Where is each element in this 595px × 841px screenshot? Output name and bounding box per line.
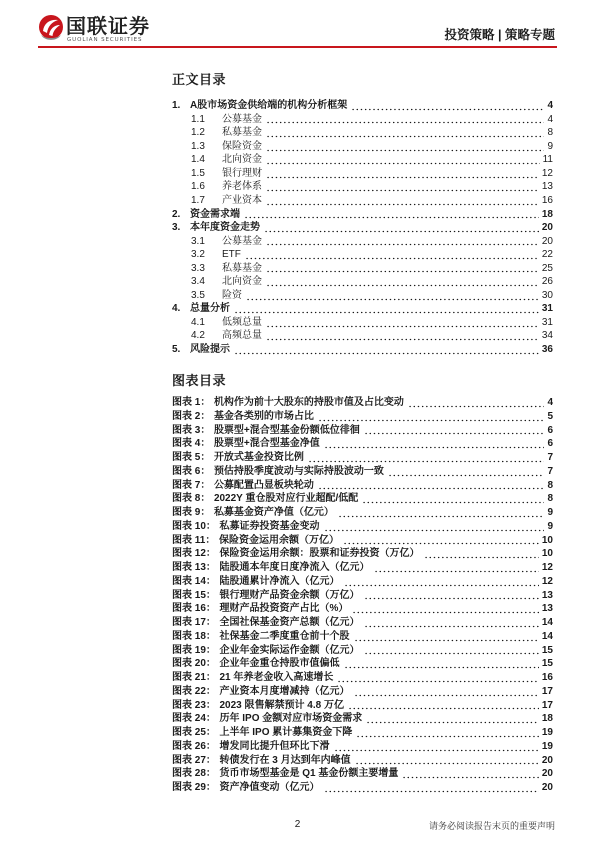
toc-subsection-entry[interactable] <box>172 180 553 194</box>
figure-entry-title: 陆股通累计净流入（亿元） <box>219 575 340 587</box>
figure-entry-title: 21 年养老金收入高速增长 <box>219 672 334 683</box>
figure-entry-page: 6 <box>547 424 553 436</box>
toc-entry-number: 1.5 <box>191 167 205 179</box>
dot-leader <box>364 424 545 438</box>
figure-entry-title: 2023 限售解禁预计 4.8 万亿 <box>219 699 344 711</box>
dot-leader <box>318 479 545 493</box>
dot-leader <box>266 316 539 330</box>
figure-entry-title: 增发同比提升但环比下滑 <box>219 740 330 752</box>
dot-leader <box>366 712 539 726</box>
figure-list-entry[interactable] <box>172 479 553 493</box>
toc-entry-title: ETF <box>222 249 241 261</box>
dot-leader <box>344 575 539 589</box>
figure-entry-label: 图表 23： <box>172 699 216 711</box>
dot-leader <box>266 180 539 194</box>
figure-entry-page: 5 <box>547 410 553 422</box>
table-of-contents <box>172 99 553 356</box>
figure-entry-label: 图表 22： <box>172 685 216 697</box>
toc-entry-title: 保险资金 <box>222 140 262 152</box>
figure-entry-title: 产业资本月度增减持（亿元） <box>219 685 350 697</box>
figure-entry-title: 公募配置凸显板块轮动 <box>213 479 314 491</box>
figure-entry-label: 图表 11： <box>172 534 216 546</box>
toc-entry-number: 1.6 <box>191 181 205 193</box>
dot-leader <box>234 343 539 357</box>
toc-entry-number: 3.1 <box>191 235 205 247</box>
figure-entry-label: 图表 1： <box>172 397 211 408</box>
figure-entry-page: 14 <box>541 617 553 628</box>
dot-leader <box>324 781 539 795</box>
figure-entry-label: 图表 2： <box>172 410 211 422</box>
toc-entry-number: 3.3 <box>191 262 205 274</box>
dot-leader <box>264 221 539 235</box>
toc-entry-page: 16 <box>541 195 553 207</box>
figure-list-entry[interactable] <box>172 781 553 795</box>
figure-list-entry[interactable] <box>172 520 553 534</box>
toc-subsection-entry[interactable] <box>172 167 553 181</box>
toc-entry-page: 8 <box>547 127 553 139</box>
figure-entry-title: 股票型+混合型基金净值 <box>213 438 320 450</box>
figure-entry-page: 15 <box>541 644 553 656</box>
figure-entry-label: 图表 27： <box>172 754 216 766</box>
figure-entry-title: 上半年 IPO 累计募集资金下降 <box>219 727 353 738</box>
toc-subsection-entry[interactable] <box>172 194 553 208</box>
figure-entry-page: 16 <box>541 672 553 683</box>
toc-entry-page: 20 <box>541 235 553 247</box>
dot-leader <box>266 153 540 167</box>
figure-entry-page: 12 <box>541 575 553 587</box>
toc-entry-number: 1.1 <box>191 113 205 125</box>
figure-entry-title: 开放式基金投资比例 <box>213 452 304 463</box>
figure-entry-title: 企业年金实际运作金额（亿元） <box>219 644 360 656</box>
figure-entry-label: 图表 5： <box>172 452 211 463</box>
figure-entry-label: 图表 12： <box>172 548 216 560</box>
toc-entry-number: 3.5 <box>191 289 205 301</box>
figure-entry-title: 基金各类别的市场占比 <box>213 410 314 422</box>
toc-entry-page: 11 <box>542 154 553 166</box>
figure-entry-label: 图表 24： <box>172 713 216 725</box>
toc-subsection-entry[interactable] <box>172 153 553 167</box>
figure-entry-title: 企业年金重仓持股市值偏低 <box>219 658 340 670</box>
toc-entry-page: 26 <box>541 276 553 288</box>
toc-entry-title: 北向资金 <box>222 276 262 288</box>
figure-entry-page: 19 <box>541 740 553 752</box>
figure-entry-page: 15 <box>541 658 553 670</box>
footer-disclaimer: 请务必阅读报告末页的重要声明 <box>428 821 555 831</box>
toc-section-entry[interactable] <box>172 221 553 235</box>
toc-subsection-entry[interactable] <box>172 262 553 276</box>
toc-subsection-entry[interactable] <box>172 316 553 330</box>
toc-entry-number: 1.4 <box>191 154 205 166</box>
logo-company-name-en: GUOLIAN SECURITIES <box>67 37 143 43</box>
figure-list-entry[interactable] <box>172 534 553 548</box>
figure-list-entry[interactable] <box>172 410 553 424</box>
toc-subsection-entry[interactable] <box>172 235 553 249</box>
toc-subsection-entry[interactable] <box>172 275 553 289</box>
figure-list-entry[interactable] <box>172 561 553 575</box>
figure-entry-page: 17 <box>541 685 553 697</box>
guolian-securities-logo-icon <box>38 14 64 42</box>
figure-list-entry[interactable] <box>172 644 553 658</box>
dot-leader <box>348 699 539 713</box>
toc-entry-page: 20 <box>541 222 553 234</box>
figure-list-entry[interactable] <box>172 424 553 438</box>
figure-entry-label: 图表 3： <box>172 424 211 436</box>
toc-entry-title: 北向资金 <box>222 154 262 166</box>
figure-entry-page: 8 <box>547 493 553 505</box>
toc-entry-page: 22 <box>541 249 553 261</box>
toc-subsection-entry[interactable] <box>172 113 553 127</box>
header-divider <box>38 46 557 48</box>
figure-entry-label: 图表 25： <box>172 727 216 738</box>
figure-entry-title: 理财产品投资资产占比（%） <box>219 603 349 615</box>
dot-leader <box>266 235 539 249</box>
figure-entry-title: 预估持股季度波动与实际持股波动一致 <box>213 465 384 477</box>
figure-list-entry[interactable] <box>172 657 553 671</box>
dot-leader <box>351 99 544 113</box>
toc-subsection-entry[interactable] <box>172 248 553 262</box>
figure-list-entry[interactable] <box>172 396 553 410</box>
figure-list-entry[interactable] <box>172 506 553 520</box>
figure-entry-page: 6 <box>547 438 553 450</box>
figure-entry-title: 银行理财产品资金余额（万亿） <box>219 589 360 601</box>
figure-list-entry[interactable] <box>172 465 553 479</box>
dot-leader <box>244 208 539 222</box>
figure-entry-page: 9 <box>547 520 553 532</box>
toc-section-entry[interactable] <box>172 208 553 222</box>
dot-leader <box>324 437 545 451</box>
figure-list-entry[interactable] <box>172 685 553 699</box>
toc-subsection-entry[interactable] <box>172 289 553 303</box>
toc-entry-number: 1.3 <box>191 140 205 152</box>
toc-entry-page: 25 <box>541 262 553 274</box>
figure-entry-page: 10 <box>541 548 553 560</box>
figure-list-entry[interactable] <box>172 671 553 685</box>
figure-entry-title: 2022Y 重仓股对应行业超配/低配 <box>213 493 359 505</box>
page-number: 2 <box>294 819 301 830</box>
toc-entry-number: 4. <box>172 303 181 315</box>
figure-entry-page: 20 <box>541 754 553 766</box>
toc-entry-page: 4 <box>547 113 553 125</box>
dot-leader <box>266 329 539 343</box>
dot-leader <box>354 630 539 644</box>
toc-entry-title: 公募基金 <box>222 235 262 247</box>
toc-entry-page: 31 <box>541 316 553 328</box>
toc-entry-title: 私募基金 <box>222 262 262 274</box>
dot-leader <box>388 465 545 479</box>
dot-leader <box>234 302 539 316</box>
figure-entry-label: 图表 13： <box>172 562 216 573</box>
figure-entry-page: 4 <box>547 397 553 408</box>
toc-entry-page: 36 <box>541 344 553 356</box>
dot-leader <box>364 616 539 630</box>
figure-entry-page: 18 <box>541 713 553 725</box>
toc-entry-title: 总量分析 <box>190 303 230 315</box>
toc-entry-title: 险资 <box>222 289 242 301</box>
toc-section-entry[interactable] <box>172 99 553 113</box>
figure-entry-label: 图表 4： <box>172 438 211 450</box>
company-logo <box>38 14 163 46</box>
dot-leader <box>334 740 539 754</box>
toc-entry-title: A股市场资金供给端的机构分析框架 <box>190 100 348 112</box>
figure-list <box>172 396 553 795</box>
figure-list-entry[interactable] <box>172 754 553 768</box>
toc-entry-title: 产业资本 <box>222 195 262 207</box>
toc-subsection-entry[interactable] <box>172 140 553 154</box>
figure-entry-label: 图表 18： <box>172 630 216 642</box>
dot-leader <box>356 726 539 740</box>
figure-entry-label: 图表 20： <box>172 658 216 670</box>
toc-entry-number: 2. <box>172 208 181 220</box>
figure-entry-label: 图表 21： <box>172 672 216 683</box>
dot-leader <box>343 534 539 548</box>
toc-entry-number: 3. <box>172 222 181 234</box>
figure-entry-title: 机构作为前十大股东的持股市值及占比变动 <box>213 397 404 408</box>
figure-entry-page: 7 <box>547 452 553 463</box>
figure-entry-title: 陆股通本年度日度净流入（亿元） <box>219 562 370 573</box>
toc-entry-number: 3.4 <box>191 276 205 288</box>
toc-entry-title: 低频总量 <box>222 316 262 328</box>
toc-entry-title: 资金需求端 <box>190 208 240 220</box>
figure-list-entry[interactable] <box>172 630 553 644</box>
dot-leader <box>266 194 539 208</box>
figure-list-entry[interactable] <box>172 547 553 561</box>
dot-leader <box>266 113 544 127</box>
dot-leader <box>408 396 545 410</box>
dot-leader <box>352 602 538 616</box>
toc-entry-number: 4.1 <box>191 316 205 328</box>
dot-leader <box>318 410 545 424</box>
figure-entry-title: 保险资金运用余额（万亿） <box>218 534 339 546</box>
dot-leader <box>266 262 539 276</box>
figure-list-entry[interactable] <box>172 451 553 465</box>
toc-entry-title: 养老体系 <box>222 181 262 193</box>
figure-entry-title: 全国社保基金资产总额（亿元） <box>219 617 360 628</box>
dot-leader <box>355 754 539 768</box>
toc-entry-page: 9 <box>547 140 553 152</box>
figure-entry-label: 图表 10： <box>172 520 216 532</box>
figure-entry-label: 图表 19： <box>172 644 216 656</box>
page-header <box>0 0 595 50</box>
figure-list-entry[interactable] <box>172 726 553 740</box>
figure-entry-title: 历年 IPO 金额对应市场资金需求 <box>219 713 363 725</box>
figure-entry-title: 保险资金运用余额：股票和证券投资（万亿） <box>219 548 420 560</box>
figure-entry-page: 20 <box>541 768 553 780</box>
figure-entry-label: 图表 15： <box>172 589 216 601</box>
figure-entry-page: 7 <box>547 465 553 477</box>
figure-list-entry[interactable] <box>172 616 553 630</box>
figure-entry-label: 图表 28： <box>172 768 216 780</box>
toc-subsection-entry[interactable] <box>172 329 553 343</box>
figure-list-entry[interactable] <box>172 437 553 451</box>
figure-entry-label: 图表 8： <box>172 493 211 505</box>
dot-leader <box>266 126 544 140</box>
toc-entry-page: 34 <box>541 330 553 342</box>
toc-entry-title: 公募基金 <box>222 113 262 125</box>
figure-entry-title: 资产净值变动（亿元） <box>219 782 320 793</box>
figure-entry-title: 股票型+混合型基金份额低位徘徊 <box>213 424 360 436</box>
toc-entry-number: 4.2 <box>191 330 205 342</box>
figure-entry-title: 货币市场型基金是 Q1 基金份额主要增量 <box>219 768 399 780</box>
figure-list-entry[interactable] <box>172 575 553 589</box>
dot-leader <box>266 167 539 181</box>
figure-entry-label: 图表 26： <box>172 740 216 752</box>
dot-leader <box>402 767 538 781</box>
figure-entry-label: 图表 9： <box>172 507 211 518</box>
figure-list-entry[interactable] <box>172 712 553 726</box>
toc-entry-title: 私募基金 <box>222 127 262 139</box>
toc-entry-number: 1. <box>172 100 181 112</box>
toc-entry-page: 31 <box>541 303 553 315</box>
figure-entry-label: 图表 14： <box>172 575 216 587</box>
toc-entry-number: 1.2 <box>191 127 205 139</box>
toc-subsection-entry[interactable] <box>172 126 553 140</box>
dot-leader <box>374 561 539 575</box>
figure-entry-page: 9 <box>547 507 553 518</box>
toc-entry-number: 3.2 <box>191 249 205 261</box>
dot-leader <box>344 657 539 671</box>
figure-entry-page: 19 <box>541 727 553 738</box>
dot-leader <box>364 589 539 603</box>
dot-leader <box>424 547 539 561</box>
dot-leader <box>324 520 545 534</box>
figure-entry-page: 12 <box>541 562 553 573</box>
dot-leader <box>364 644 539 658</box>
toc-entry-title: 银行理财 <box>222 167 262 179</box>
toc-entry-number: 1.7 <box>191 195 205 207</box>
toc-entry-page: 18 <box>541 208 553 220</box>
figure-entry-page: 10 <box>541 534 553 546</box>
dot-leader <box>245 248 539 262</box>
figure-entry-title: 转债发行在 3 月达到年内峰值 <box>219 754 351 766</box>
figure-entry-page: 8 <box>547 479 553 491</box>
figure-list-entry[interactable] <box>172 492 553 506</box>
toc-entry-page: 4 <box>547 100 553 112</box>
toc-entry-page: 12 <box>541 167 553 179</box>
figure-entry-title: 社保基金二季度重仓前十个股 <box>219 630 350 642</box>
toc-heading: 正文目录 <box>172 72 227 87</box>
figure-list-heading: 图表目录 <box>172 373 227 388</box>
figure-entry-page: 14 <box>541 630 553 642</box>
dot-leader <box>337 671 538 685</box>
toc-section-entry[interactable] <box>172 343 553 357</box>
figure-list-entry[interactable] <box>172 602 553 616</box>
dot-leader <box>308 451 545 465</box>
toc-entry-page: 30 <box>541 289 553 301</box>
figure-list-entry[interactable] <box>172 767 553 781</box>
dot-leader <box>338 506 545 520</box>
figure-entry-label: 图表 29： <box>172 782 216 793</box>
dot-leader <box>266 140 544 154</box>
figure-entry-page: 17 <box>541 699 553 711</box>
toc-entry-number: 5. <box>172 344 181 356</box>
figure-entry-title: 私募证券投资基金变动 <box>219 520 320 532</box>
toc-entry-title: 高频总量 <box>222 330 262 342</box>
figure-entry-page: 13 <box>541 589 553 601</box>
dot-leader <box>246 289 539 303</box>
figure-entry-page: 20 <box>541 782 553 793</box>
report-category: 投资策略 | 策略专题 <box>444 28 555 42</box>
toc-entry-title: 风险提示 <box>190 344 230 356</box>
toc-entry-page: 13 <box>541 181 553 193</box>
figure-entry-label: 图表 7： <box>172 479 211 491</box>
figure-entry-title: 私募基金资产净值（亿元） <box>213 507 334 518</box>
figure-entry-label: 图表 6： <box>172 465 211 477</box>
toc-entry-title: 本年度资金走势 <box>190 222 260 234</box>
figure-entry-label: 图表 17： <box>172 617 216 628</box>
figure-list-entry[interactable] <box>172 589 553 603</box>
logo-company-name-cn: 国联证券 <box>66 14 150 38</box>
figure-entry-page: 13 <box>541 603 553 615</box>
dot-leader <box>354 685 539 699</box>
dot-leader <box>362 492 544 506</box>
figure-entry-label: 图表 16： <box>172 603 216 615</box>
dot-leader <box>266 275 539 289</box>
figure-list-entry[interactable] <box>172 740 553 754</box>
figure-list-entry[interactable] <box>172 699 553 713</box>
toc-section-entry[interactable] <box>172 302 553 316</box>
